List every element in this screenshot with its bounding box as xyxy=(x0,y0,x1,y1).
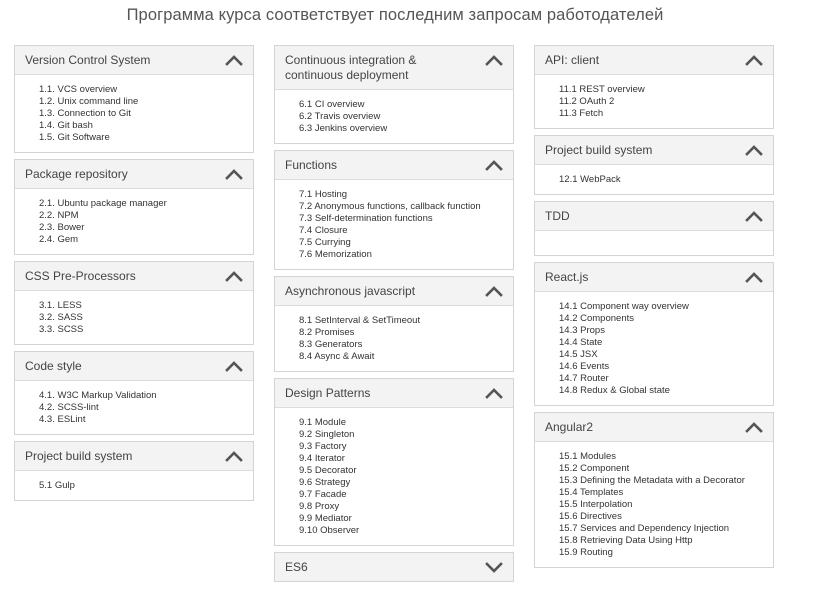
topic-item: 9.10 Observer xyxy=(299,525,360,536)
accordion-title: API: client xyxy=(545,53,600,67)
topic-item: 4.3. ESLint xyxy=(39,414,86,425)
topic-item: 1.2. Unix command line xyxy=(39,96,139,107)
accordion-panel-package-repository xyxy=(14,159,254,255)
accordion-title: Angular2 xyxy=(545,420,594,434)
accordion-header[interactable] xyxy=(275,277,513,306)
topic-item: 11.3 Fetch xyxy=(559,108,604,119)
chevron-up-icon[interactable] xyxy=(225,270,243,282)
accordion-header[interactable] xyxy=(275,46,513,90)
accordion-body xyxy=(535,442,773,567)
topic-item: 15.3 Defining the Metadata with a Decorator xyxy=(559,475,745,486)
accordion-header[interactable] xyxy=(275,553,513,581)
topic-item: 6.3 Jenkins overview xyxy=(299,123,388,134)
accordion-body xyxy=(15,189,253,254)
accordion-panel-project-build-system xyxy=(534,135,774,195)
topic-item: 9.6 Strategy xyxy=(299,477,351,488)
accordion-body xyxy=(15,471,253,500)
accordion-header[interactable] xyxy=(15,352,253,381)
accordion-body xyxy=(535,231,773,255)
topic-item: 5.1 Gulp xyxy=(39,480,75,491)
topic-item: 6.2 Travis overview xyxy=(299,111,381,122)
accordion-title: Continuous integration & continuous deployment xyxy=(285,53,417,82)
accordion-body xyxy=(15,381,253,434)
accordion-title: Project build system xyxy=(25,449,133,463)
topic-item: 9.3 Factory xyxy=(299,441,347,452)
topic-item: 14.4 State xyxy=(559,337,603,348)
accordion-body xyxy=(535,292,773,405)
chevron-up-icon[interactable] xyxy=(225,450,243,462)
accordion-panel-functions xyxy=(274,150,514,270)
accordion-panel-continuous-integration-continuous-deployment xyxy=(274,45,514,144)
accordion-panel-project-build-system xyxy=(14,441,254,501)
accordion-title: Functions xyxy=(285,158,338,172)
accordion-header[interactable] xyxy=(15,46,253,75)
topic-item: 3.1. LESS xyxy=(39,300,82,311)
topic-item: 4.2. SCSS-lint xyxy=(39,402,99,413)
accordion-body xyxy=(535,75,773,128)
accordion-body xyxy=(275,180,513,269)
topic-item: 9.4 Iterator xyxy=(299,453,345,464)
accordion-panel-css-pre-processors xyxy=(14,261,254,345)
accordion-header[interactable] xyxy=(535,136,773,165)
topic-item: 7.4 Closure xyxy=(299,225,348,236)
topic-item: 11.1 REST overview xyxy=(559,84,645,95)
chevron-up-icon[interactable] xyxy=(485,54,503,66)
accordion-title: React.js xyxy=(545,270,589,284)
topic-item: 14.3 Props xyxy=(559,325,605,336)
topic-item: 1.3. Connection to Git xyxy=(39,108,131,119)
topic-item: 14.2 Components xyxy=(559,313,634,324)
column-3 xyxy=(534,45,774,574)
column-1 xyxy=(14,45,254,507)
chevron-down-icon[interactable] xyxy=(485,561,503,573)
accordion-body xyxy=(275,408,513,545)
topic-item: 15.1 Modules xyxy=(559,451,617,462)
topic-item: 1.4. Git bash xyxy=(39,120,93,131)
topic-item: 2.1. Ubuntu package manager xyxy=(39,198,167,209)
accordion-header[interactable] xyxy=(535,46,773,75)
topic-item: 7.2 Anonymous functions, callback function xyxy=(299,201,481,212)
topic-item: 2.3. Bower xyxy=(39,222,85,233)
accordion-title: CSS Pre-Processors xyxy=(25,269,136,283)
accordion-panel-version-control-system xyxy=(14,45,254,153)
accordion-body xyxy=(535,165,773,194)
accordion-header[interactable] xyxy=(535,263,773,292)
topic-item: 15.8 Retrieving Data Using Http xyxy=(559,535,693,546)
accordion-title: Design Patterns xyxy=(285,386,371,400)
accordion-title: TDD xyxy=(545,209,570,223)
topic-item: 15.9 Routing xyxy=(559,547,613,558)
chevron-up-icon[interactable] xyxy=(225,360,243,372)
topic-item: 15.7 Services and Dependency Injection xyxy=(559,523,730,534)
topic-item: 9.8 Proxy xyxy=(299,501,340,512)
accordion-panel-tdd xyxy=(534,201,774,256)
topic-item: 9.9 Mediator xyxy=(299,513,352,524)
topic-item: 7.6 Memorization xyxy=(299,249,372,260)
topic-item: 9.1 Module xyxy=(299,417,347,428)
column-2 xyxy=(274,45,514,588)
topic-item: 7.5 Currying xyxy=(299,237,351,248)
chevron-up-icon[interactable] xyxy=(225,168,243,180)
page-title: Программа курса соответствует последним запросам работодателей xyxy=(126,6,664,24)
accordion-panel-react-js xyxy=(534,262,774,406)
chevron-up-icon[interactable] xyxy=(745,271,763,283)
topic-item: 2.4. Gem xyxy=(39,234,79,245)
accordion-body xyxy=(275,90,513,143)
chevron-up-icon[interactable] xyxy=(225,54,243,66)
topic-item: 11.2 OAuth 2 xyxy=(559,96,615,107)
topic-item: 4.1. W3C Markup Validation xyxy=(39,390,157,401)
topic-item: 14.1 Component way overview xyxy=(559,301,689,312)
accordion-title: Code style xyxy=(25,359,82,373)
chevron-up-icon[interactable] xyxy=(745,210,763,222)
accordion-body xyxy=(15,291,253,344)
topic-item: 7.1 Hosting xyxy=(299,189,348,200)
topic-item: 6.1 CI overview xyxy=(299,99,365,110)
accordion-title: Project build system xyxy=(545,143,653,157)
accordion-body xyxy=(15,75,253,152)
topic-item: 14.7 Router xyxy=(559,373,609,384)
accordion-header[interactable] xyxy=(535,202,773,231)
topic-item: 8.4 Async & Await xyxy=(299,351,375,362)
topic-item: 14.5 JSX xyxy=(559,349,598,360)
chevron-up-icon[interactable] xyxy=(745,54,763,66)
topic-item: 1.1. VCS overview xyxy=(39,84,118,95)
accordion-body xyxy=(275,306,513,371)
topic-item: 12.1 WebPack xyxy=(559,174,621,185)
chevron-up-icon[interactable] xyxy=(485,285,503,297)
accordion-panel-api-client xyxy=(534,45,774,129)
accordion-title: Package repository xyxy=(25,167,128,181)
topic-item: 7.3 Self-determination functions xyxy=(299,213,433,224)
accordion-header[interactable] xyxy=(535,413,773,442)
topic-item: 15.6 Directives xyxy=(559,511,622,522)
topic-item: 9.2 Singleton xyxy=(299,429,355,440)
accordion-panel-asynchronous-javascript xyxy=(274,276,514,372)
topic-item: 8.1 SetInterval & SetTimeout xyxy=(299,315,421,326)
topic-item: 15.4 Templates xyxy=(559,487,624,498)
accordion-header[interactable] xyxy=(275,151,513,180)
accordion-title: Asynchronous javascript xyxy=(285,284,416,298)
chevron-up-icon[interactable] xyxy=(745,421,763,433)
chevron-up-icon[interactable] xyxy=(745,144,763,156)
accordion-header[interactable] xyxy=(15,262,253,291)
topic-item: 3.2. SASS xyxy=(39,312,83,323)
accordion-title: Version Control System xyxy=(25,53,151,67)
accordion-panel-design-patterns xyxy=(274,378,514,546)
chevron-up-icon[interactable] xyxy=(485,387,503,399)
accordion-panel-es6 xyxy=(274,552,514,582)
topic-item: 2.2. NPM xyxy=(39,210,79,221)
accordion-panel-code-style xyxy=(14,351,254,435)
topic-item: 8.3 Generators xyxy=(299,339,363,350)
chevron-up-icon[interactable] xyxy=(485,159,503,171)
accordion-title: ES6 xyxy=(285,560,308,574)
topic-item: 9.7 Facade xyxy=(299,489,347,500)
topic-item: 3.3. SCSS xyxy=(39,324,84,335)
topic-item: 15.5 Interpolation xyxy=(559,499,633,510)
topic-item: 14.8 Redux & Global state xyxy=(559,385,670,396)
topic-item: 15.2 Component xyxy=(559,463,630,474)
topic-item: 8.2 Promises xyxy=(299,327,355,338)
accordion-header[interactable] xyxy=(275,379,513,408)
accordion-header[interactable] xyxy=(15,160,253,189)
topic-item: 9.5 Decorator xyxy=(299,465,357,476)
accordion-panel-angular2 xyxy=(534,412,774,568)
accordion-header[interactable] xyxy=(15,442,253,471)
topic-item: 1.5. Git Software xyxy=(39,132,110,143)
topic-item: 14.6 Events xyxy=(559,361,610,372)
